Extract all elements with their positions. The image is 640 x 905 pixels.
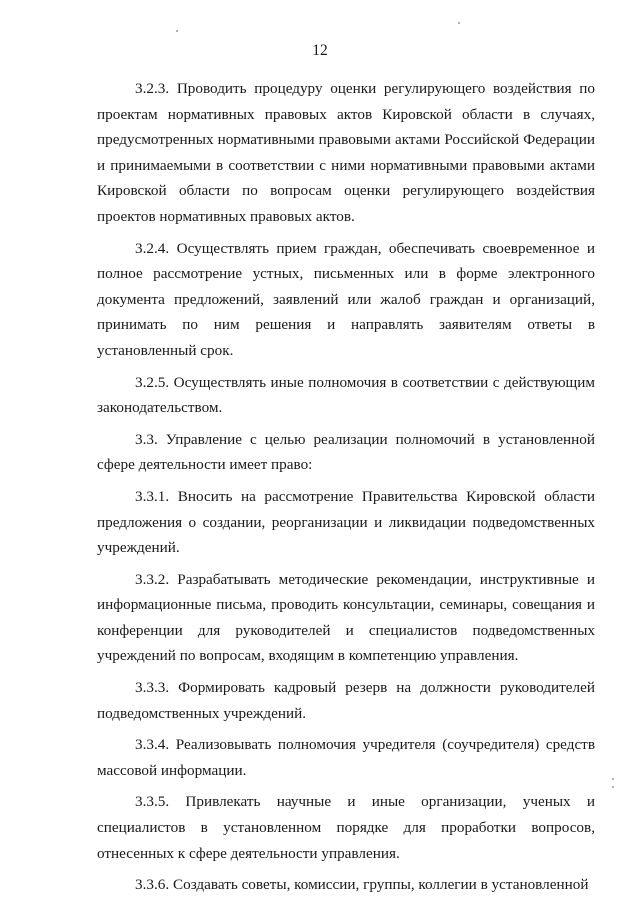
scan-speck [458, 22, 460, 24]
paragraph-3-3-1: 3.3.1. Вносить на рассмотрение Правительства Кировской области предложения о создании, реорганизации и ликвидации подведомственных учреждений. [97, 487, 595, 557]
paragraph-3-3-4: 3.3.4. Реализовывать полномочия учредителя (соучредителя) средств массовой информации. [97, 736, 595, 779]
paragraph-3-2-4: 3.2.4. Осуществлять прием граждан, обеспечивать своевременное и полное рассмотрение устных, письменных или в форме электронного документа предложений, заявлений или жалоб граждан и организаций, принимать по ним решения и направлять заявителям ответы в установленный срок. [97, 239, 595, 359]
page-number: 12 [312, 42, 328, 59]
paragraph-3-3-3: 3.3.3. Формировать кадровый резерв на должности руководителей подведомственных учреждений. [97, 679, 595, 722]
paragraph-3-3: 3.3. Управление с целью реализации полномочий в установленной сфере деятельности имеет право: [97, 430, 595, 474]
scan-speck [176, 30, 178, 32]
paragraph-3-3-6: 3.3.6. Создавать советы, комиссии, группы, коллегии в установленной [135, 876, 589, 894]
paragraph-3-2-5: 3.2.5. Осуществлять иные полномочия в соответствии с действующим законодательством. [97, 373, 595, 417]
scan-speck [612, 778, 614, 780]
paragraph-3-3-5: 3.3.5. Привлекать научные и иные организации, ученых и специалистов в установленном порядке для проработки вопросов, отнесенных к сфере деятельности управления. [97, 793, 595, 862]
document-body [97, 76, 595, 904]
paragraph-3-2-3: 3.2.3. Проводить процедуру оценки регулирующего воздействия по проектам нормативных правовых актов Кировской области в случаях, предусмотренных нормативными правовыми актами Российской Федерации и принимаемыми в соответствии с ними нормативными правовыми актами Кировской области по вопросам оценки регулирующего воздействия проектов нормативных правовых актов. [97, 80, 595, 225]
paragraph-3-3-2: 3.3.2. Разрабатывать методические рекомендации, инструктивные и информационные письма, проводить консультации, семинары, совещания и конференции для руководителей и специалистов подведомственных учреждений по вопросам, входящим в компетенцию управления. [97, 570, 595, 665]
scan-speck [612, 786, 614, 788]
